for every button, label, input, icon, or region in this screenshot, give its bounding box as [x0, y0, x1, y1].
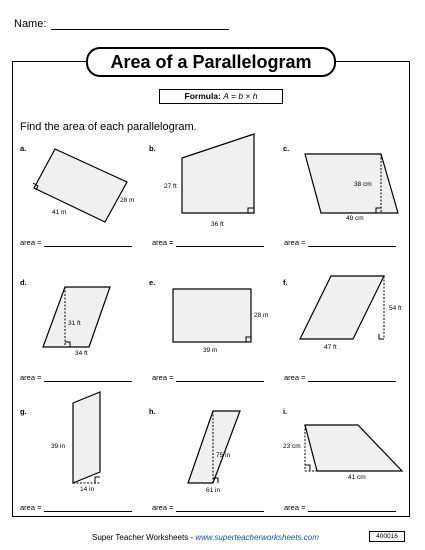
dim-h-height: 75 in	[216, 452, 231, 459]
answer-row-e	[152, 373, 264, 382]
shape-g	[73, 392, 100, 483]
footer-url[interactable]: www.superteacherworksheets.com	[195, 533, 319, 542]
answer-label: area =	[20, 503, 42, 512]
name-label: Name:	[14, 18, 47, 30]
problem-label-b: b.	[149, 144, 156, 153]
answer-row-f	[284, 373, 396, 382]
footer	[92, 533, 319, 542]
answer-field-i[interactable]	[308, 504, 396, 512]
answer-field-e[interactable]	[176, 374, 264, 382]
answer-label: area =	[152, 503, 174, 512]
answer-label: area =	[284, 503, 306, 512]
problem-label-e: e.	[149, 278, 156, 287]
dim-f-height: 54 ft	[389, 305, 402, 312]
dim-h-base: 61 in	[206, 487, 221, 494]
answer-field-h[interactable]	[176, 504, 264, 512]
shape-b	[182, 134, 254, 213]
problem-label-d: d.	[20, 278, 27, 287]
answer-label: area =	[152, 373, 174, 382]
dim-a-side: 28 m	[120, 197, 135, 204]
dim-b-height: 27 ft	[164, 183, 177, 190]
problem-label-h: h.	[149, 407, 156, 416]
dim-i-base: 41 cm	[348, 474, 366, 481]
shape-e	[173, 289, 251, 342]
answer-row-h	[152, 503, 264, 512]
answer-label: area =	[284, 238, 306, 247]
problem-label-i: i.	[283, 407, 288, 416]
answer-row-b	[152, 238, 264, 247]
answer-row-i	[284, 503, 396, 512]
problem-label-c: c.	[283, 144, 290, 153]
answer-row-g	[20, 503, 132, 512]
dim-d-base: 34 ft	[75, 350, 88, 357]
formula-label: Formula:	[184, 91, 221, 101]
dim-a-base: 41 m	[52, 209, 67, 216]
dim-g-base: 14 in	[80, 486, 95, 493]
problem-label-f: f.	[283, 278, 288, 287]
dim-i-height: 23 cm	[283, 443, 301, 450]
right-angle-i	[305, 465, 310, 471]
dim-c-height: 38 cm	[354, 181, 372, 188]
answer-label: area =	[20, 238, 42, 247]
answer-label: area =	[20, 373, 42, 382]
shape-f	[300, 276, 384, 339]
problem-label-a: a.	[20, 144, 27, 153]
shape-h	[188, 411, 240, 483]
instruction-text: Find the area of each parallelogram.	[20, 121, 197, 133]
shape-d	[43, 287, 110, 347]
answer-field-f[interactable]	[308, 374, 396, 382]
right-angle-g	[95, 477, 100, 483]
answer-label: area =	[152, 238, 174, 247]
answer-field-d[interactable]	[44, 374, 132, 382]
footer-brand: Super Teacher Worksheets -	[92, 533, 196, 542]
answer-field-c[interactable]	[308, 239, 396, 247]
answer-row-c	[284, 238, 396, 247]
dim-b-base: 36 ft	[211, 221, 224, 228]
problem-label-g: g.	[20, 407, 27, 416]
answer-row-d	[20, 373, 132, 382]
dim-d-height: 31 ft	[68, 320, 81, 327]
dim-e-base: 39 m	[203, 347, 218, 354]
worksheet-code: 400016	[369, 531, 405, 542]
dim-c-base: 49 cm	[346, 215, 364, 222]
dim-e-side: 28 m	[254, 312, 269, 319]
right-angle-f	[379, 334, 384, 339]
dim-f-base: 47 ft	[324, 344, 337, 351]
page-title: Area of a Parallelogram	[86, 47, 336, 77]
shape-i	[305, 425, 402, 471]
answer-field-b[interactable]	[176, 239, 264, 247]
dim-g-height: 39 in	[51, 443, 66, 450]
formula-expression: A = b × h	[223, 91, 258, 101]
answer-field-a[interactable]	[44, 239, 132, 247]
answer-field-g[interactable]	[44, 504, 132, 512]
shape-a	[34, 149, 127, 222]
answer-label: area =	[284, 373, 306, 382]
shape-c	[305, 154, 398, 213]
answer-row-a	[20, 238, 132, 247]
